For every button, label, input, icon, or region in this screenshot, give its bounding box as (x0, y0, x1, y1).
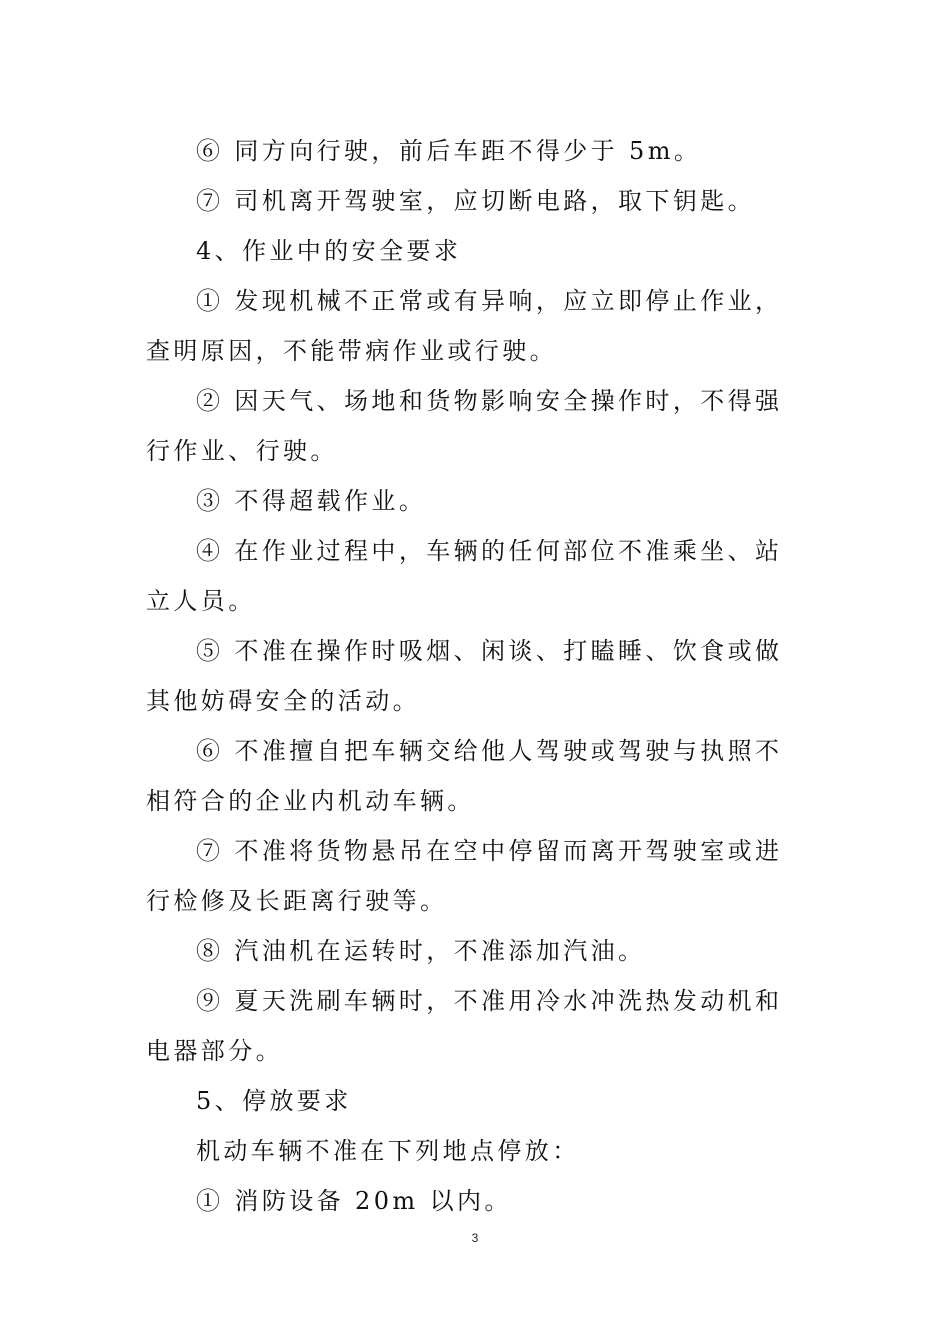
list-item: ① 发现机械不正常或有异响，应立即停止作业，查明原因，不能带病作业或行驶。 (146, 287, 783, 365)
document-body (146, 126, 794, 1226)
list-item: ⑤ 不准在操作时吸烟、闲谈、打瞌睡、饮食或做其他妨碍安全的活动。 (146, 637, 783, 715)
list-item: ④ 在作业过程中，车辆的任何部位不准乘坐、站立人员。 (146, 537, 783, 615)
section-heading: 4、作业中的安全要求 (196, 237, 462, 265)
list-item: ⑨ 夏天洗刷车辆时，不准用冷水冲洗热发动机和电器部分。 (146, 987, 783, 1065)
section-heading: 5、停放要求 (196, 1087, 352, 1115)
list-item: ⑥ 同方向行驶，前后车距不得少于 5m。 (196, 137, 702, 165)
list-item: ① 消防设备 20m 以内。 (196, 1187, 512, 1215)
page-number: 3 (471, 1231, 479, 1245)
list-item: ⑦ 不准将货物悬吊在空中停留而离开驾驶室或进行检修及长距离行驶等。 (146, 837, 783, 915)
list-item: ⑦ 司机离开驾驶室，应切断电路，取下钥匙。 (196, 187, 756, 215)
list-item: ⑧ 汽油机在运转时，不准添加汽油。 (196, 937, 646, 965)
list-item: ⑥ 不准擅自把车辆交给他人驾驶或驾驶与执照不相符合的企业内机动车辆。 (146, 737, 783, 815)
paragraph: 机动车辆不准在下列地点停放： (196, 1137, 580, 1165)
list-item: ② 因天气、场地和货物影响安全操作时，不得强行作业、行驶。 (146, 387, 783, 465)
list-item: ③ 不得超载作业。 (196, 487, 427, 515)
